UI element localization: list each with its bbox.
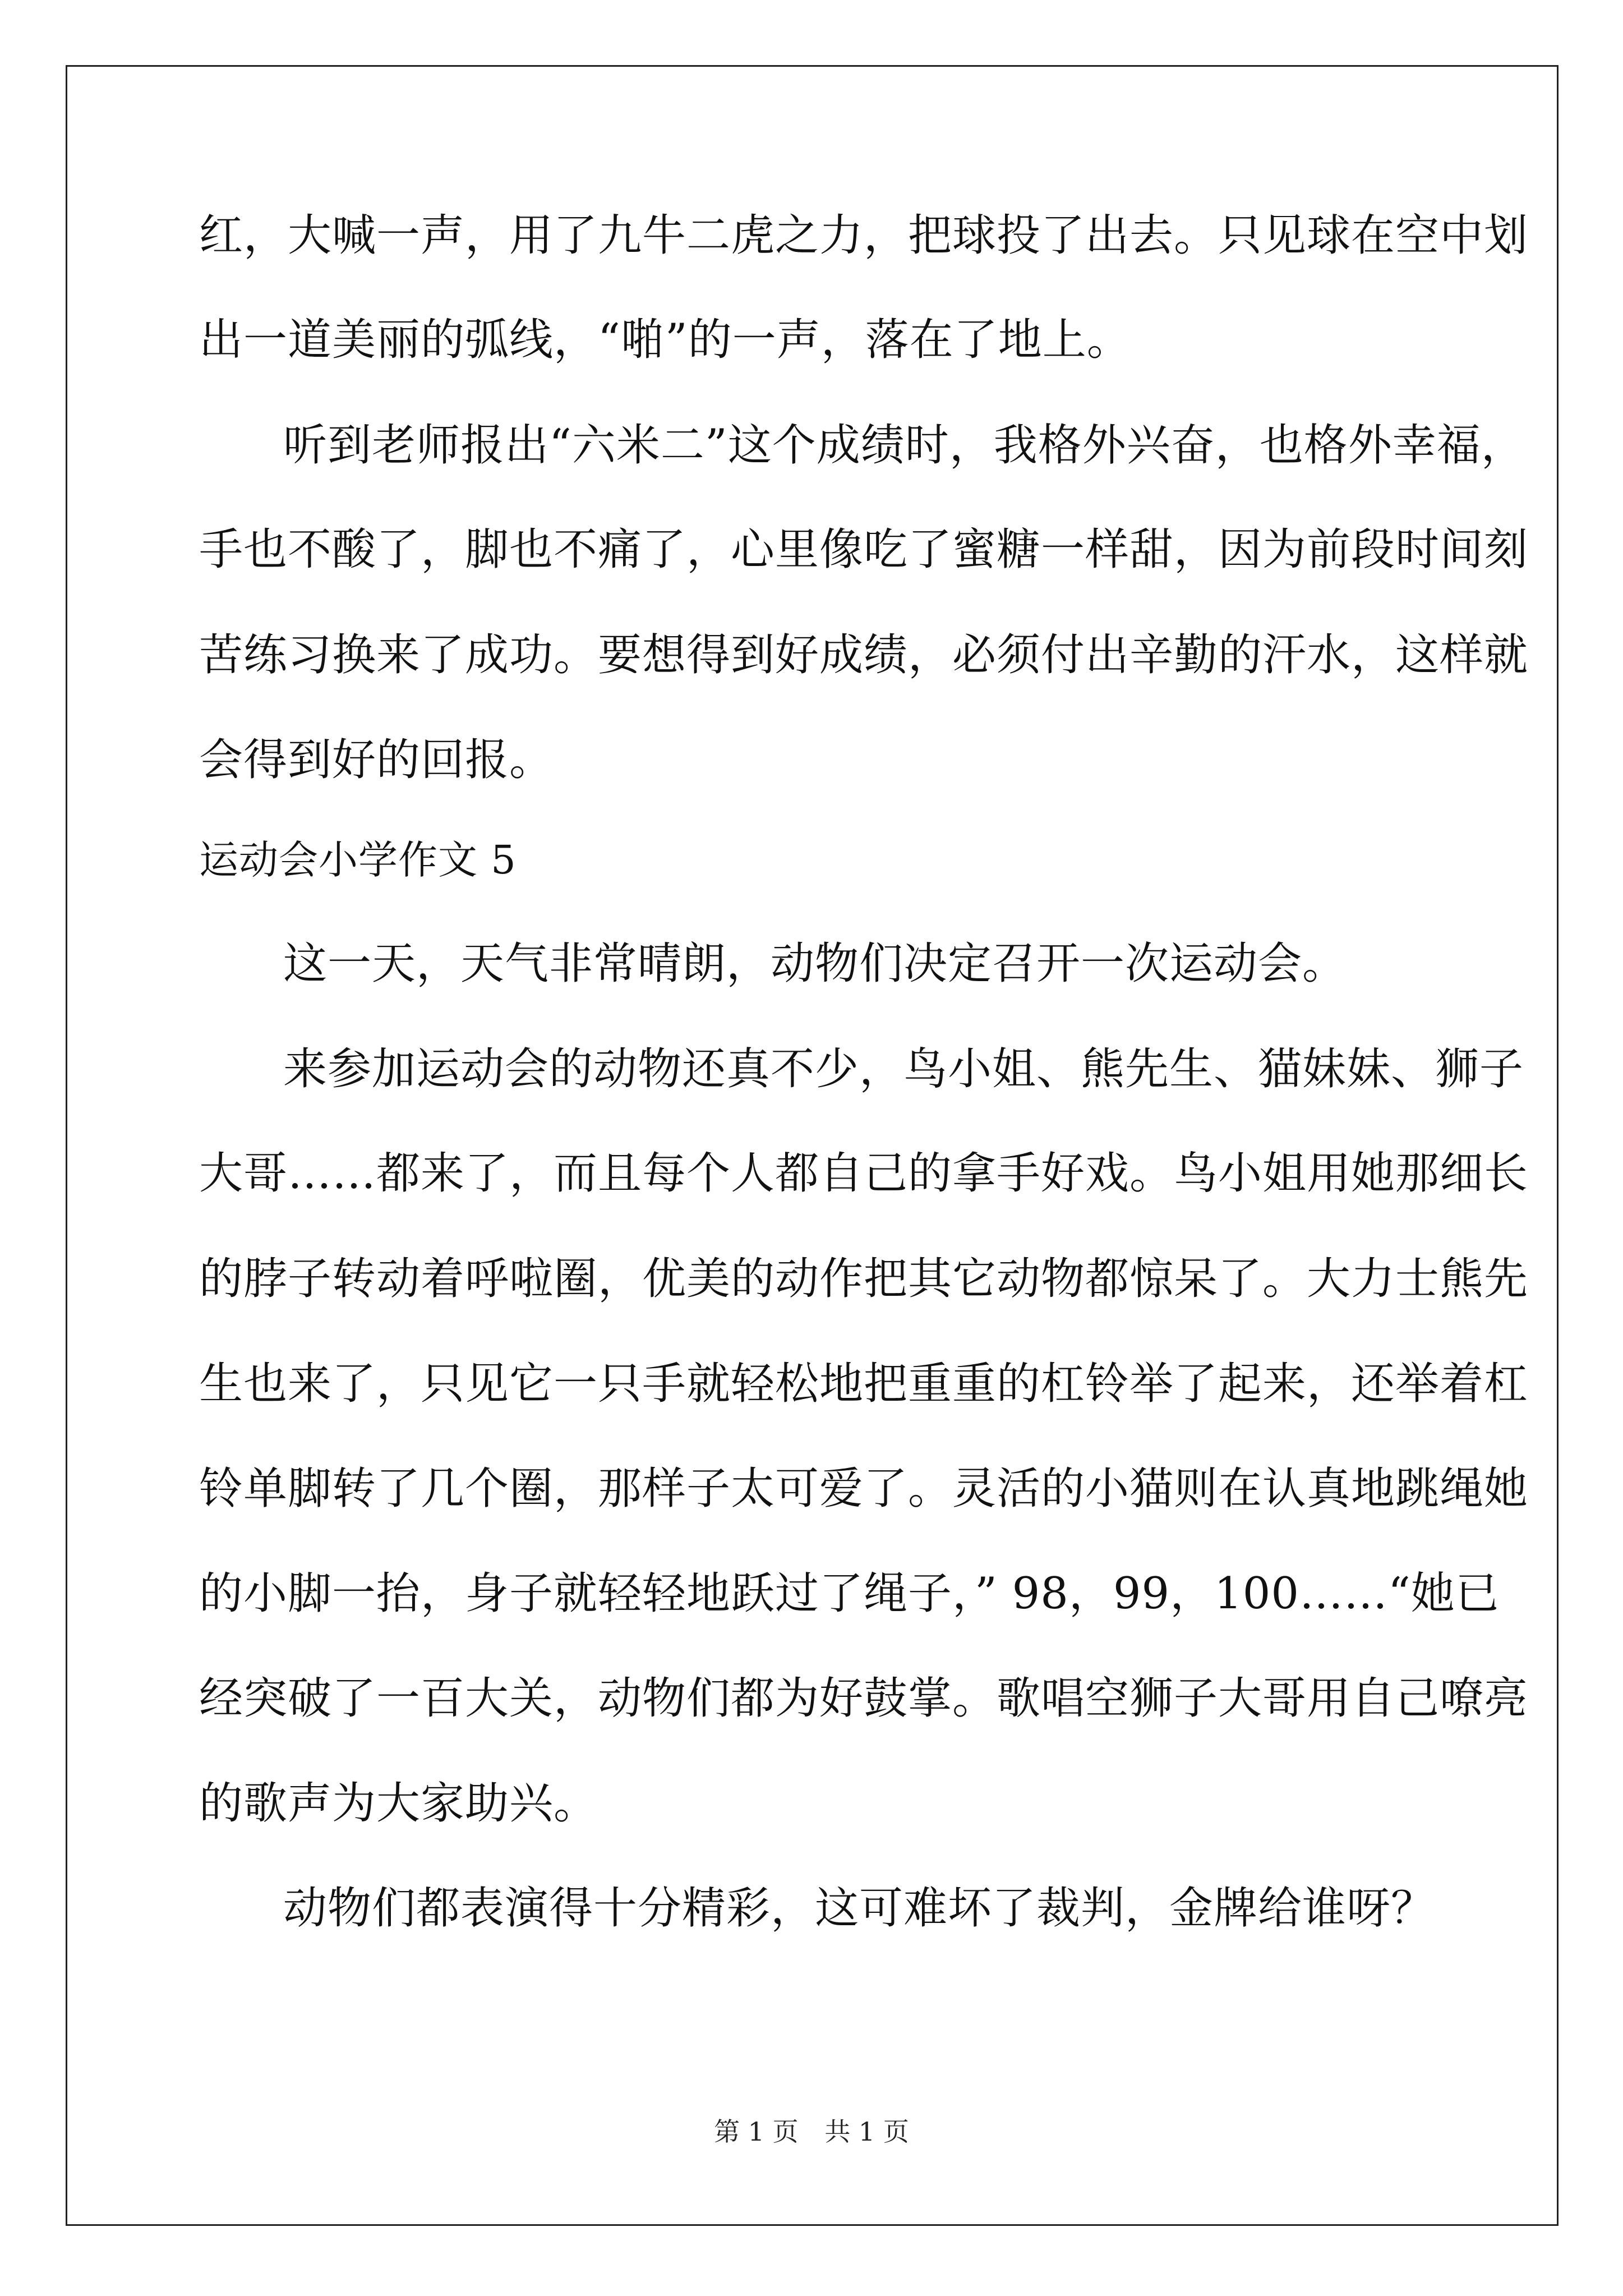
page-number-total: 共 1 页 <box>824 2116 909 2147</box>
text-line: 听到老师报出“六米二”这个成绩时，我格外兴奋，也格外幸福， <box>283 420 1525 471</box>
text-line: 的脖子转动着呼啦圈，优美的动作把其它动物都惊呆了。大力士熊先 <box>199 1254 1529 1304</box>
section-heading: 运动会小学作文 5 <box>199 837 517 883</box>
text-line: 这一天，天气非常晴朗，动物们决定召开一次运动会。 <box>283 938 1347 989</box>
text-line: 会得到好的回报。 <box>199 735 554 785</box>
text-line: 生也来了，只见它一只手就轻松地把重重的杠铃举了起来，还举着杠 <box>199 1359 1529 1409</box>
text-line: 出一道美丽的弧线，“啪”的一声，落在了地上。 <box>199 315 1131 365</box>
text-line: 的歌声为大家助兴。 <box>199 1778 598 1829</box>
text-line: 来参加运动会的动物还真不少，鸟小姐、熊先生、猫妹妹、狮子 <box>283 1044 1524 1094</box>
text-line: 铃单脚转了几个圈，那样子太可爱了。灵活的小猫则在认真地跳绳她 <box>199 1464 1529 1514</box>
text-line: 的小脚一抬，身子就轻轻地跃过了绳子，” 98，99，100……“她已 <box>199 1568 1500 1619</box>
page-number-current: 第 1 页 <box>714 2116 799 2147</box>
text-line: 红，大喊一声，用了九牛二虎之力，把球投了出去。只见球在空中划 <box>199 210 1529 261</box>
page-footer <box>0 2115 1623 2148</box>
text-line: 手也不酸了，脚也不痛了，心里像吃了蜜糖一样甜，因为前段时间刻 <box>199 524 1529 575</box>
text-line: 经突破了一百大关，动物们都为好鼓掌。歌唱空狮子大哥用自己嘹亮 <box>199 1673 1529 1724</box>
text-line: 苦练习换来了成功。要想得到好成绩，必须付出辛勤的汗水，这样就 <box>199 630 1529 680</box>
text-line: 大哥……都来了，而且每个人都自己的拿手好戏。鸟小姐用她那细长 <box>199 1148 1529 1199</box>
text-line: 动物们都表演得十分精彩，这可难坏了裁判，金牌给谁呀？ <box>283 1883 1436 1934</box>
